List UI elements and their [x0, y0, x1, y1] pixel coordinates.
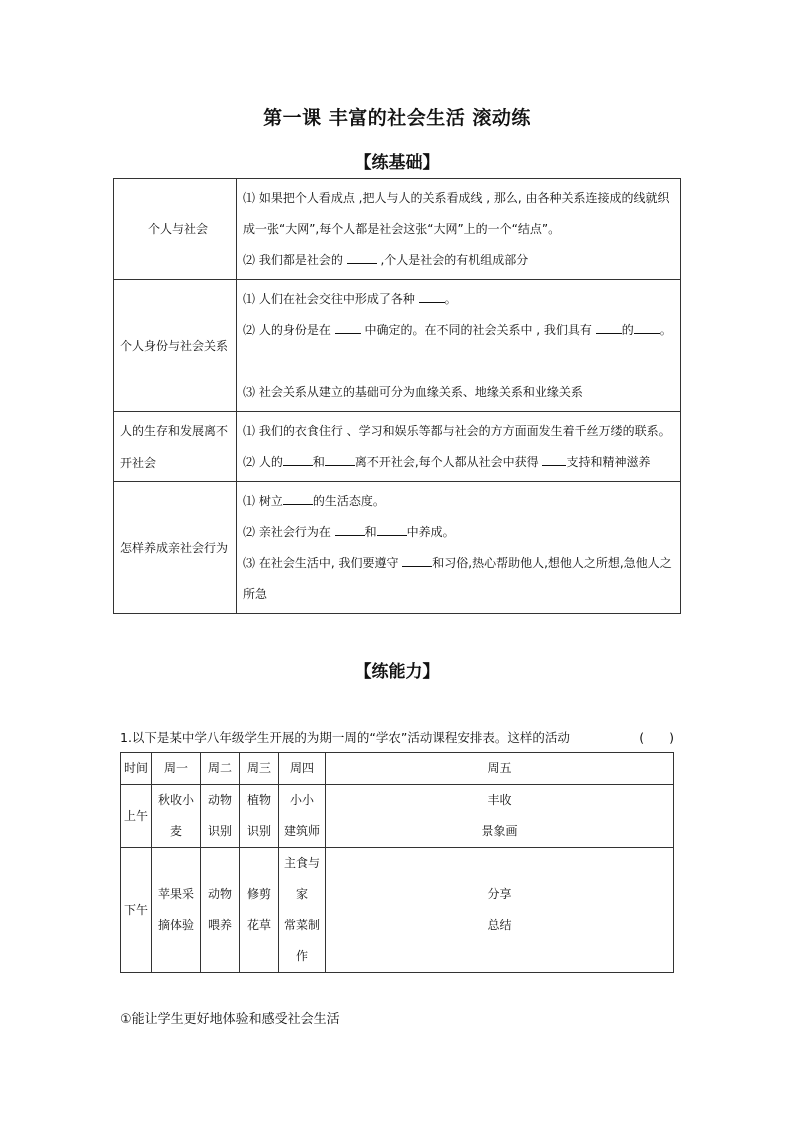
- fill-blank[interactable]: [347, 250, 377, 264]
- table-row: [121, 848, 674, 973]
- time-cell: 上午: [121, 785, 152, 848]
- table-cell: 植物 识别: [240, 785, 279, 848]
- table-header-row: [121, 753, 674, 785]
- table-cell: 主食与 家 常菜制 作: [279, 848, 326, 973]
- page-title: 第一课 丰富的社会生活 滚动练: [263, 107, 531, 129]
- schedule-table: [120, 752, 674, 973]
- fill-blank[interactable]: [634, 320, 660, 334]
- content-line: ⑵ 亲社会行为在 和 中养成。: [243, 517, 674, 548]
- content-cell: [237, 280, 681, 412]
- section-heading-ability: 【练能力】: [354, 662, 440, 682]
- header-cell: 周四: [279, 753, 326, 785]
- topic-cell: 怎样养成亲社会行为: [114, 482, 237, 614]
- content-line: ⑶ 社会关系从建立的基础可分为血缘关系、地缘关系和业缘关系: [243, 385, 583, 399]
- table-row: [114, 280, 681, 412]
- spacer: [243, 346, 674, 377]
- content-cell: [237, 179, 681, 280]
- content-cell: [237, 412, 681, 482]
- table-row: [114, 412, 681, 482]
- content-line: ⑴ 如果把个人看成点 ,把人与人的关系看成线 , 那么, 由各种关系连接成的线就织成一张“大网”,每个人都是社会这张“大网”上的一个“结点”。: [243, 191, 670, 236]
- table-row: [114, 482, 681, 614]
- table-cell: 丰收 景象画: [326, 785, 674, 848]
- table-row: [114, 179, 681, 280]
- content-line: ⑵ 我们都是社会的 ,个人是社会的有机组成部分: [243, 245, 674, 276]
- content-line: ⑴ 人们在社会交往中形成了各种 。: [243, 284, 674, 315]
- fill-blank[interactable]: [325, 452, 355, 466]
- table-cell: 动物 识别: [201, 785, 240, 848]
- time-cell: 下午: [121, 848, 152, 973]
- fill-blank[interactable]: [335, 522, 365, 536]
- content-line: ⑴ 我们的衣食住行 、学习和娱乐等都与社会的方方面面发生着千丝万缕的联系。: [243, 424, 671, 438]
- fill-blank[interactable]: [419, 289, 445, 303]
- header-cell: 周五: [326, 753, 674, 785]
- header-cell: 周一: [152, 753, 201, 785]
- content-line: ⑶ 在社会生活中, 我们要遵守 和习俗,热心帮助他人,想他人之所想,急他人之所急: [243, 548, 674, 610]
- table-cell: 秋收小 麦: [152, 785, 201, 848]
- section-heading-basic: 【练基础】: [354, 153, 440, 173]
- content-line: ⑵ 人的身份是在 中确定的。在不同的社会关系中 , 我们具有 的 。: [243, 315, 674, 346]
- table-cell: 苹果采 摘体验: [152, 848, 201, 973]
- fill-blank[interactable]: [542, 452, 566, 466]
- fill-blank[interactable]: [402, 553, 432, 567]
- header-cell: 周三: [240, 753, 279, 785]
- table-cell: 动物 喂养: [201, 848, 240, 973]
- topic-cell: 个人身份与社会关系: [114, 280, 237, 412]
- answer-option-1: ①能让学生更好地体验和感受社会生活: [120, 1012, 340, 1027]
- table-cell: 分享 总结: [326, 848, 674, 973]
- header-cell: 时间: [121, 753, 152, 785]
- topic-cell: 人的生存和发展离不开社会: [114, 412, 237, 482]
- content-line: ⑵ 人的 和 离不开社会,每个人都从社会中获得 支持和精神滋养: [243, 447, 674, 478]
- topic-cell: 个人与社会: [114, 179, 237, 280]
- fill-blank[interactable]: [283, 491, 313, 505]
- fill-blank[interactable]: [377, 522, 407, 536]
- header-cell: 周二: [201, 753, 240, 785]
- content-cell: [237, 482, 681, 614]
- table-cell: 修剪 花草: [240, 848, 279, 973]
- fill-blank[interactable]: [596, 320, 622, 334]
- fill-blank[interactable]: [335, 320, 361, 334]
- content-line: ⑴ 树立 的生活态度。: [243, 486, 674, 517]
- answer-parenthesis[interactable]: ( ): [639, 730, 674, 745]
- table-cell: 小小 建筑师: [279, 785, 326, 848]
- question-text: 1.以下是某中学八年级学生开展的为期一周的“学农”活动课程安排表。这样的活动: [120, 730, 570, 745]
- table-row: [121, 785, 674, 848]
- knowledge-table: [113, 178, 681, 614]
- fill-blank[interactable]: [283, 452, 313, 466]
- question-1: [120, 728, 680, 746]
